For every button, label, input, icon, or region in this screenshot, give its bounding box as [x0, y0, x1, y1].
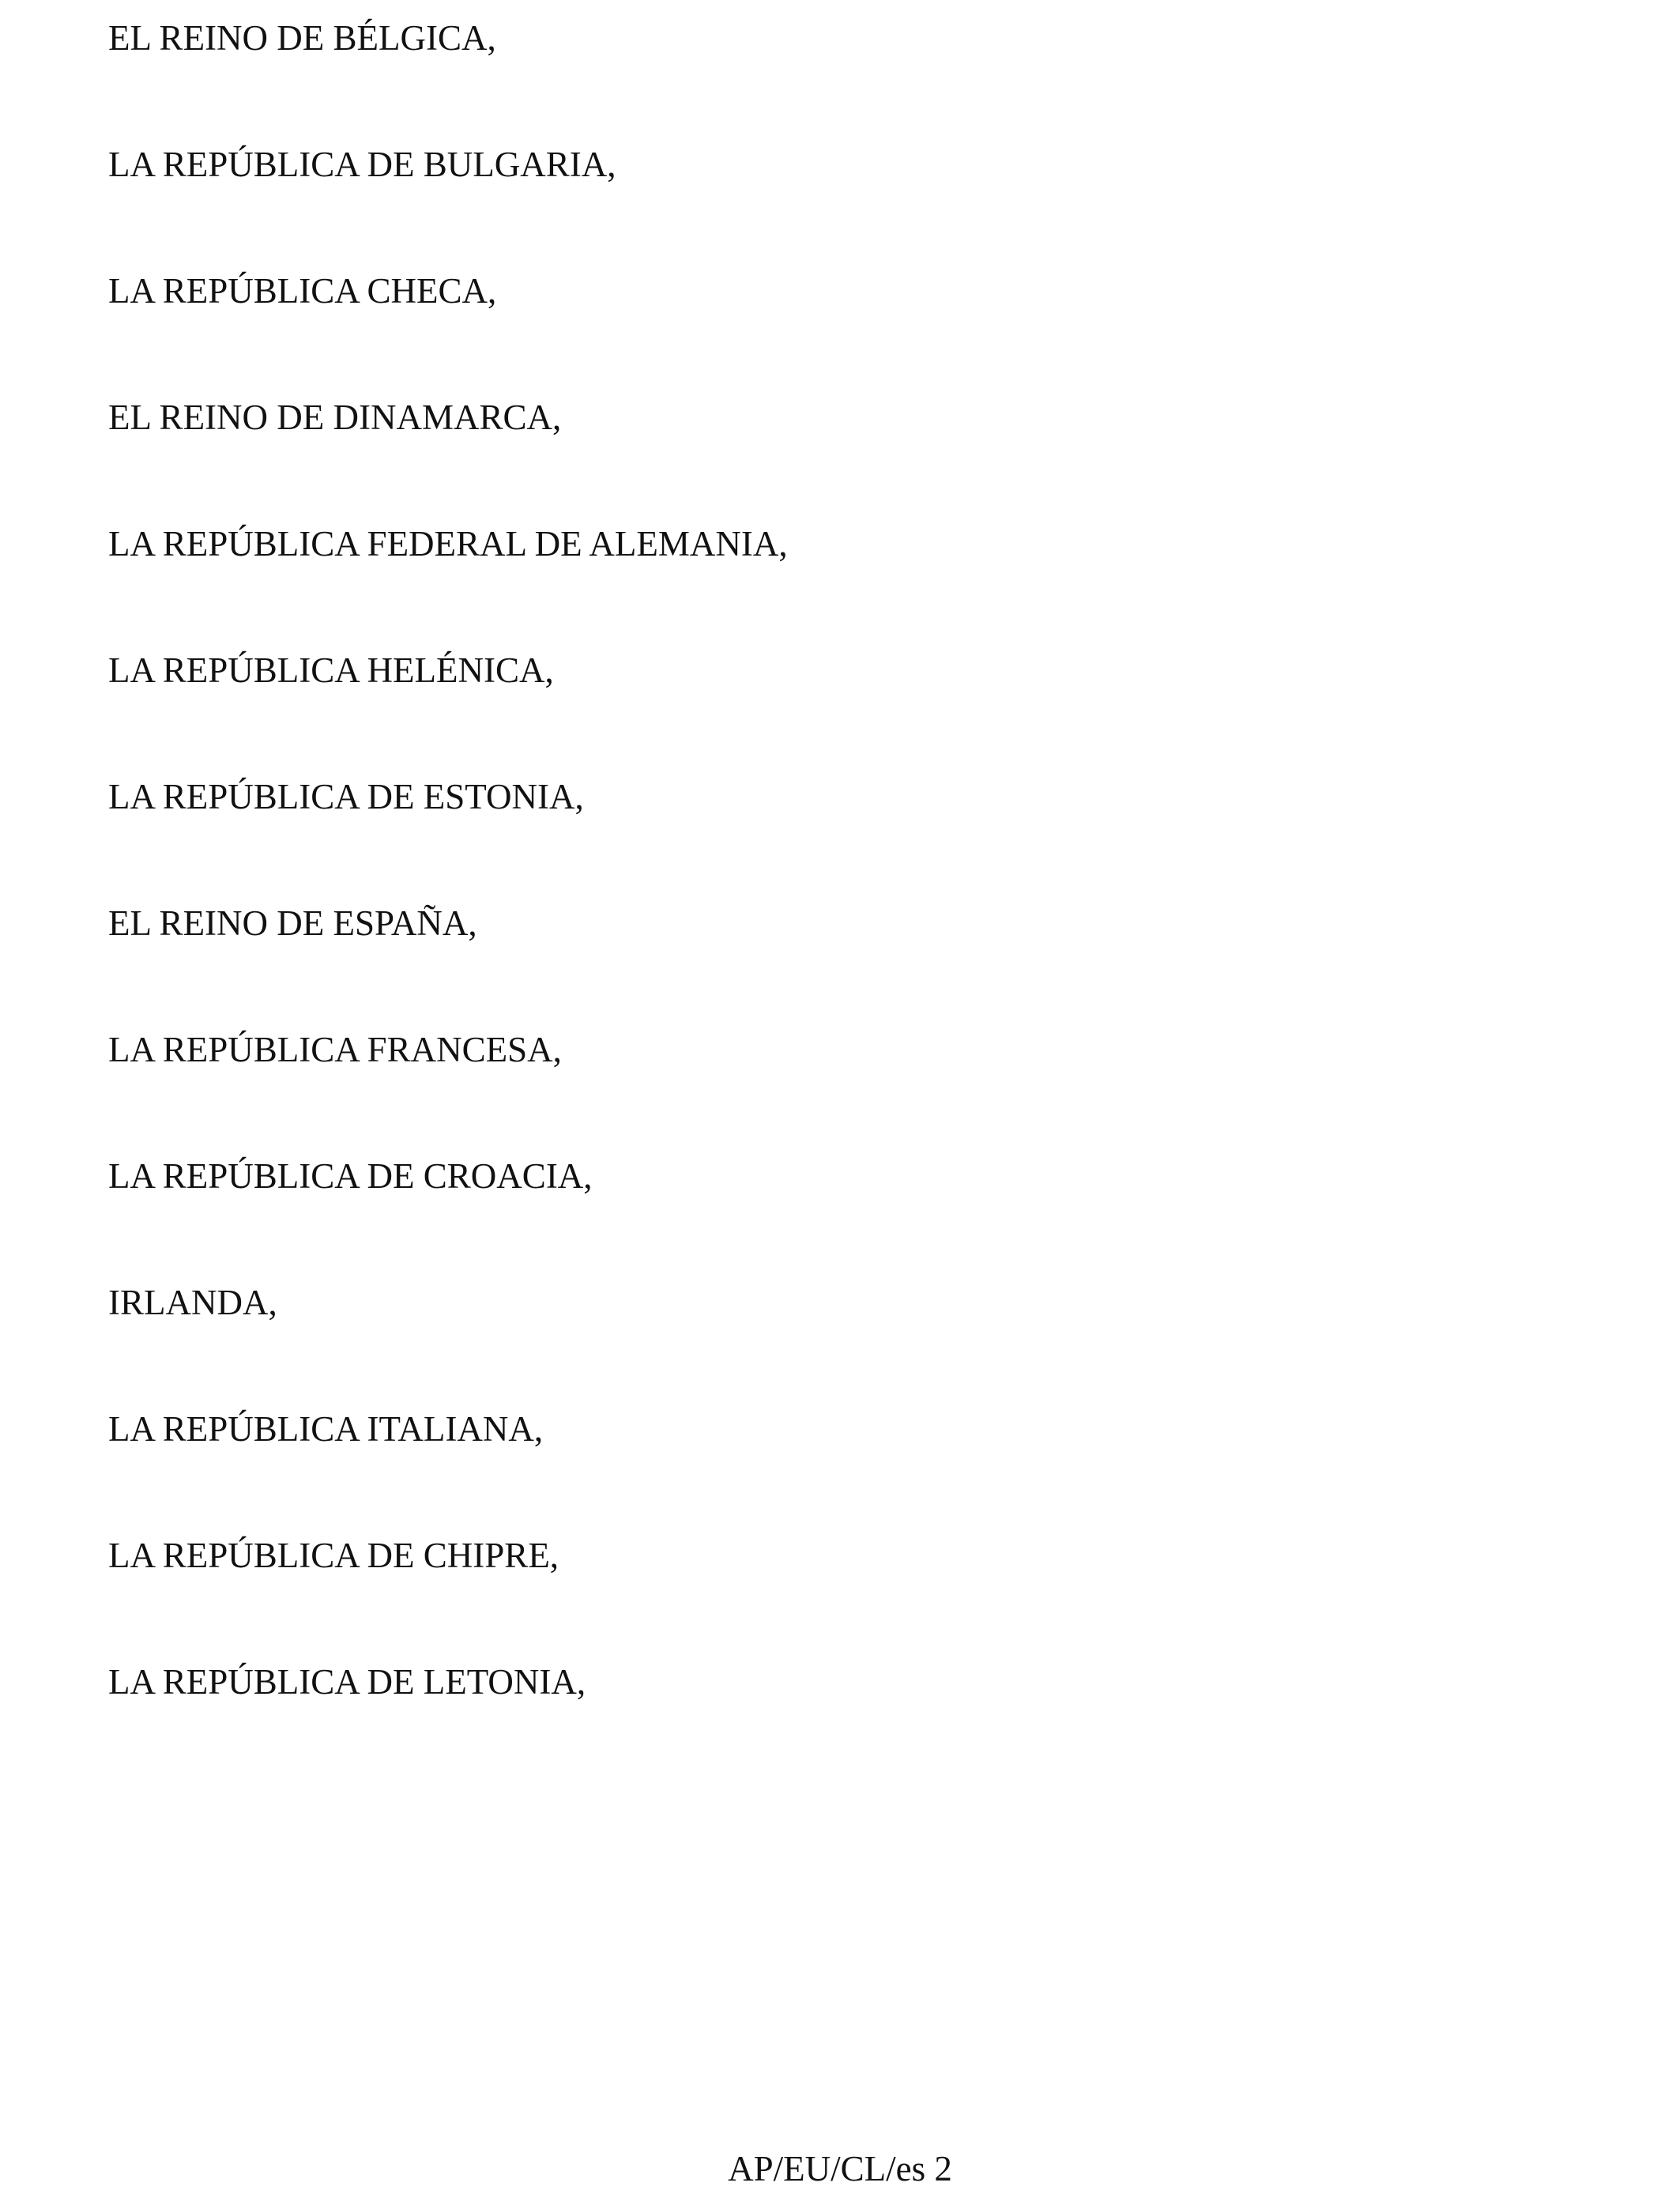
- party-item: LA REPÚBLICA CHECA,: [108, 271, 497, 311]
- contracting-parties-list: [108, 0, 788, 1770]
- party-item: LA REPÚBLICA DE BULGARIA,: [108, 145, 616, 184]
- party-item: LA REPÚBLICA HELÉNICA,: [108, 650, 554, 690]
- party-item: LA REPÚBLICA DE CHIPRE,: [108, 1536, 559, 1575]
- party-item: LA REPÚBLICA DE LETONIA,: [108, 1662, 586, 1702]
- page-footer-reference: AP/EU/CL/es 2: [728, 2149, 952, 2188]
- party-item: IRLANDA,: [108, 1283, 277, 1322]
- party-item: EL REINO DE ESPAÑA,: [108, 903, 477, 943]
- party-item: LA REPÚBLICA FRANCESA,: [108, 1030, 562, 1069]
- party-item: LA REPÚBLICA DE ESTONIA,: [108, 777, 584, 816]
- party-item: LA REPÚBLICA ITALIANA,: [108, 1409, 544, 1449]
- party-item: LA REPÚBLICA DE CROACIA,: [108, 1156, 593, 1196]
- party-item: EL REINO DE BÉLGICA,: [108, 18, 496, 58]
- party-item: EL REINO DE DINAMARCA,: [108, 398, 562, 437]
- party-item: LA REPÚBLICA FEDERAL DE ALEMANIA,: [108, 524, 788, 564]
